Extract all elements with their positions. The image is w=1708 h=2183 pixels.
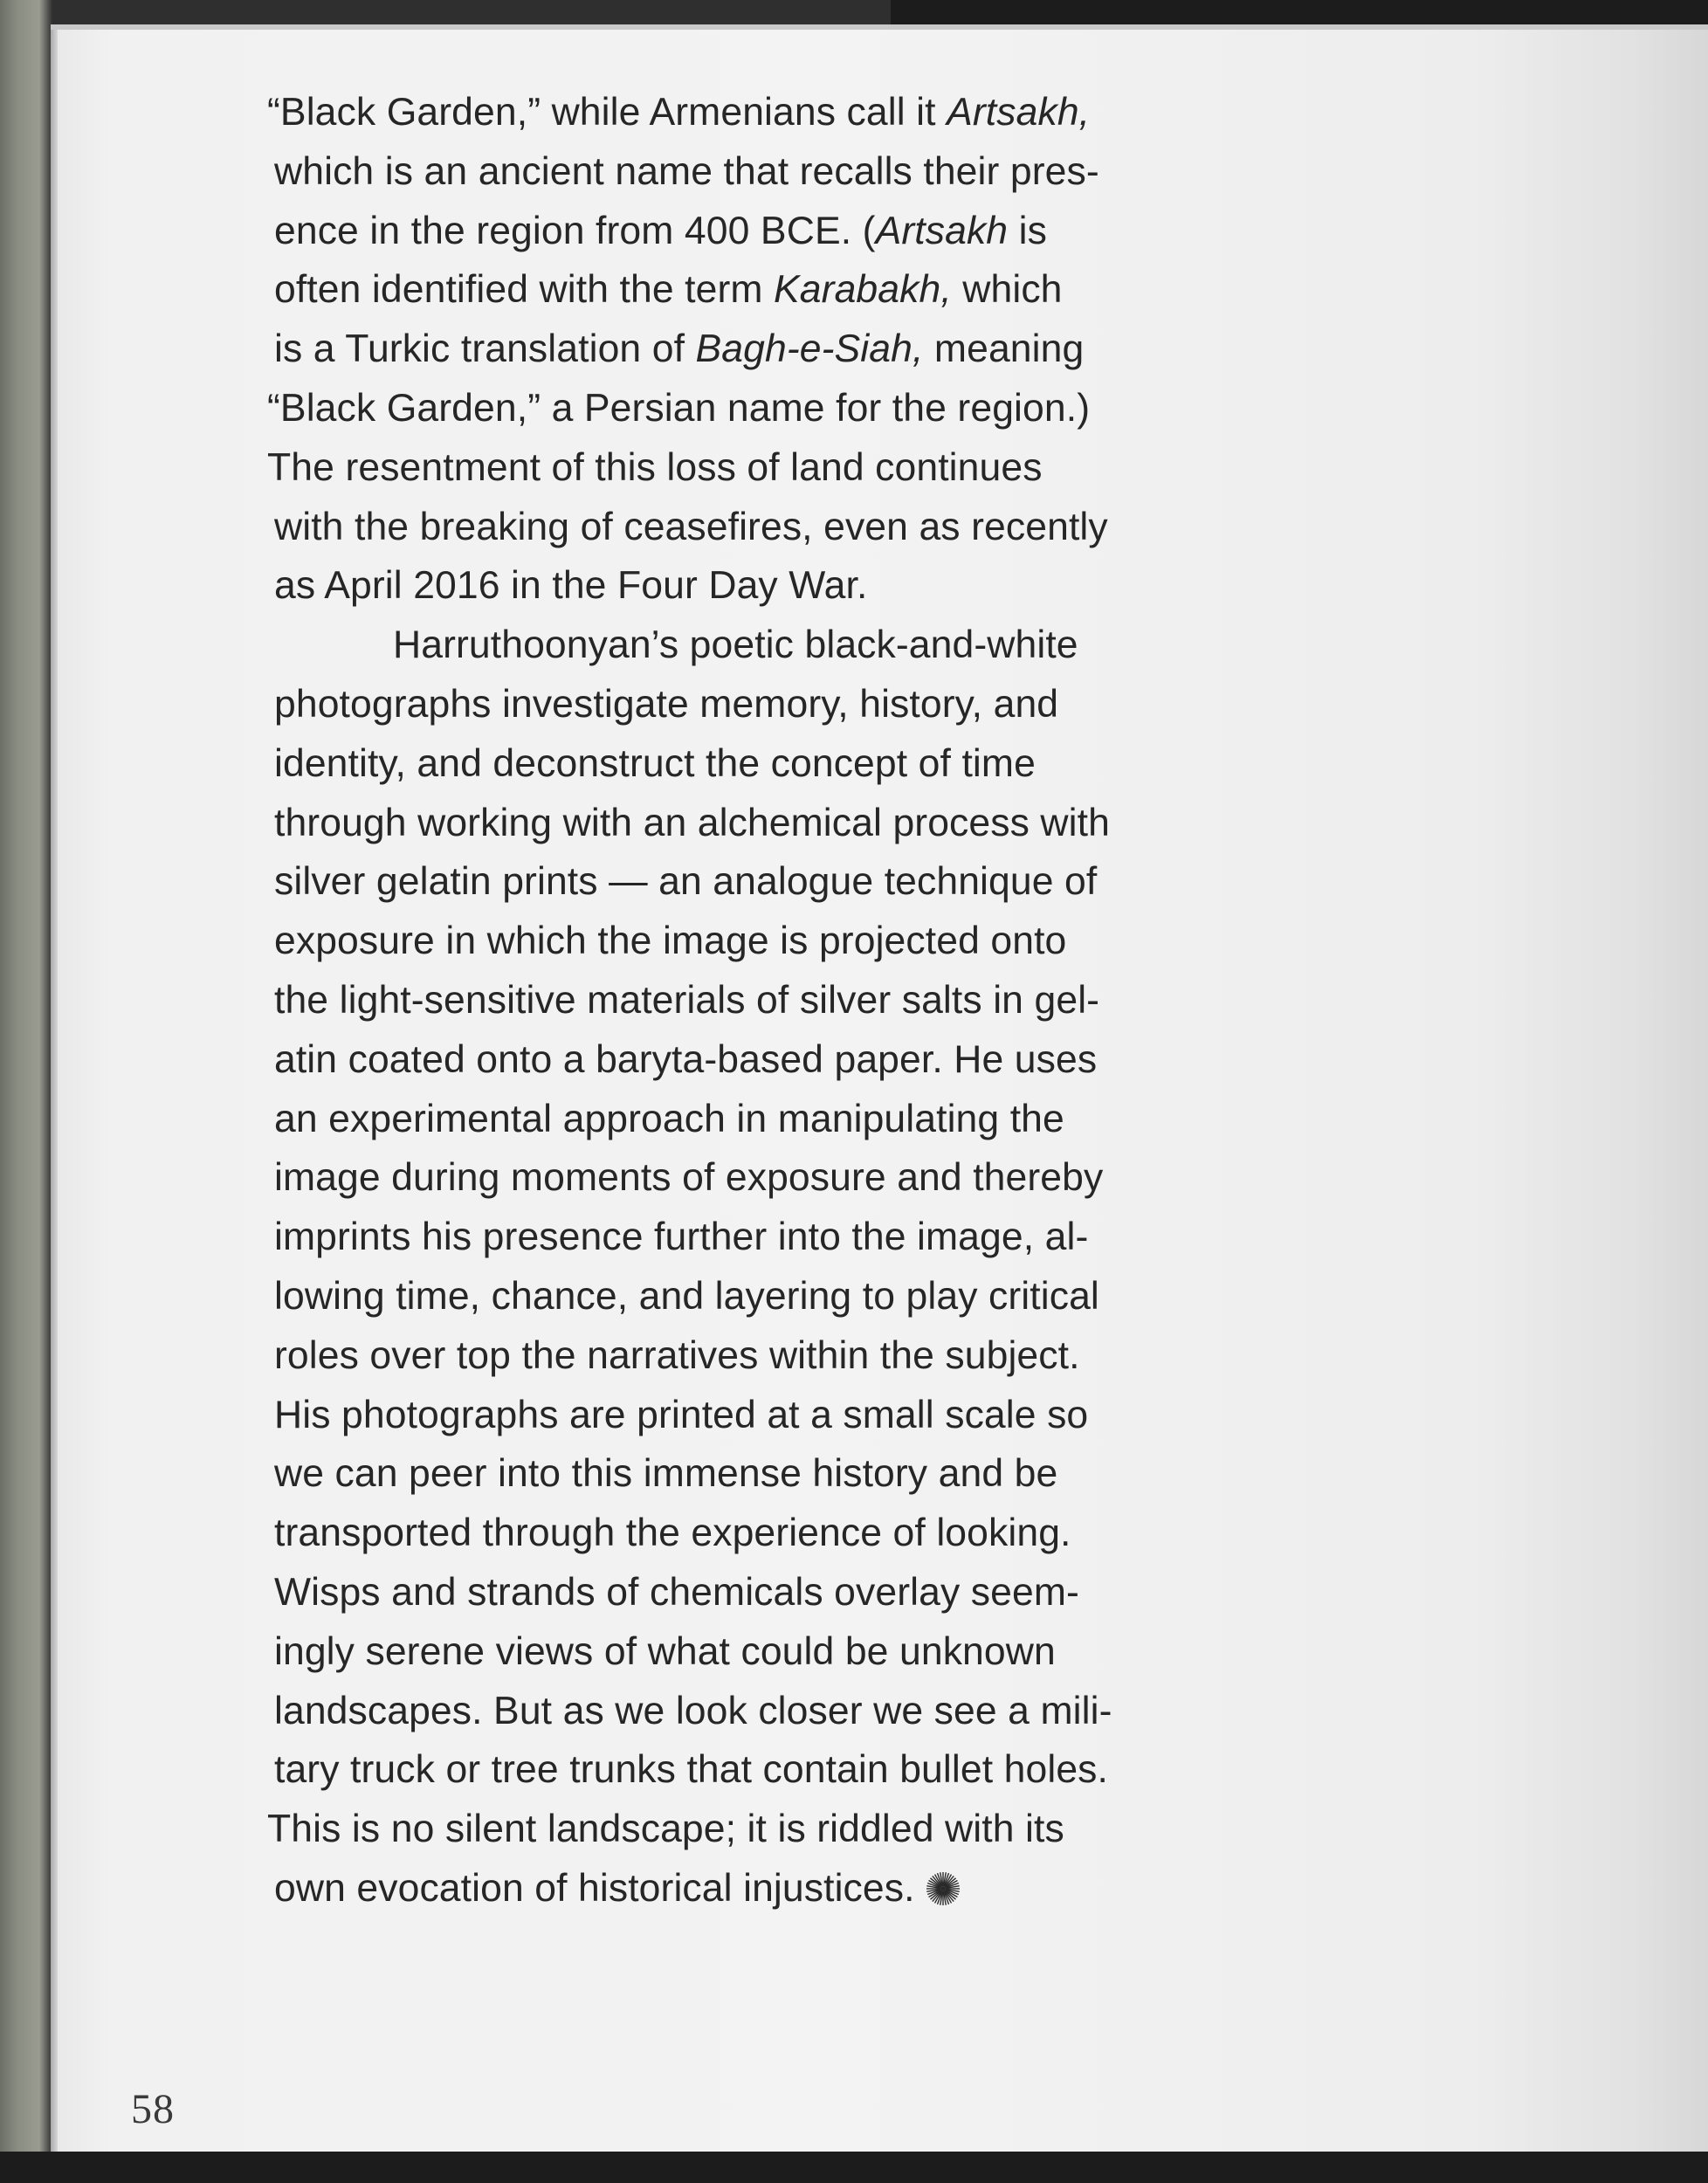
text-run: is	[1008, 209, 1047, 252]
text-line	[274, 1208, 1322, 1267]
text-line	[274, 202, 1322, 261]
text-run: often identified with the term	[274, 268, 775, 312]
text-line	[267, 438, 1322, 498]
text-run: as April 2016 in the Four Day War.	[274, 564, 868, 608]
text-line	[267, 379, 1322, 438]
text-line	[274, 1740, 1322, 1800]
text-run: photographs investigate memory, history, and	[274, 682, 1059, 726]
text-run: His photographs are printed at a small scale so	[274, 1393, 1089, 1436]
italic-term: Artsakh	[875, 209, 1009, 252]
sunburst-end-mark-icon	[926, 1871, 961, 1906]
scan-bottom-strip	[0, 2152, 1708, 2183]
text-run: ingly serene views of what could be unknown	[274, 1629, 1056, 1673]
text-line	[274, 1267, 1322, 1326]
text-run: transported through the experience of looking.	[274, 1512, 1071, 1555]
text-line	[274, 1090, 1322, 1149]
text-line	[274, 1563, 1322, 1622]
article-body	[267, 83, 1322, 1918]
text-run: Wisps and strands of chemicals overlay seem-	[274, 1570, 1079, 1614]
text-run: atin coated onto a baryta-based paper. He uses	[274, 1037, 1098, 1081]
text-line	[274, 142, 1322, 202]
text-run: is a Turkic translation of	[274, 327, 696, 371]
text-line	[267, 1800, 1322, 1859]
text-line	[274, 675, 1322, 734]
text-line	[274, 1859, 1322, 1918]
text-run: “Black Garden,” a Persian name for the region.)	[267, 386, 1091, 430]
text-line	[274, 498, 1322, 557]
text-line	[274, 1386, 1322, 1445]
text-run: This is no silent landscape; it is riddled with its	[267, 1808, 1064, 1851]
text-run: image during moments of exposure and thereby	[274, 1156, 1104, 1200]
italic-term: Karabakh,	[774, 268, 952, 312]
text-run: identity, and deconstruct the concept of time	[274, 741, 1036, 785]
text-line	[274, 260, 1322, 320]
text-line	[274, 912, 1322, 971]
italic-term: Artsakh,	[947, 91, 1091, 134]
text-line	[267, 83, 1322, 142]
text-line	[274, 1622, 1322, 1682]
text-line	[393, 616, 1322, 675]
page-edge	[51, 30, 58, 2152]
text-line	[274, 1682, 1322, 1741]
text-line	[274, 556, 1322, 616]
italic-term: Bagh-e-Siah,	[695, 327, 924, 371]
text-run: meaning	[923, 327, 1085, 371]
text-line	[274, 794, 1322, 853]
text-line	[274, 971, 1322, 1030]
text-run: which	[951, 268, 1063, 312]
text-run: we can peer into this immense history and be	[274, 1452, 1058, 1496]
text-run: lowing time, chance, and layering to play critical	[274, 1274, 1099, 1318]
text-run: own evocation of historical injustices.	[274, 1866, 915, 1910]
page-number: 58	[131, 2086, 175, 2132]
text-run: tary truck or tree trunks that contain bullet holes.	[274, 1748, 1108, 1792]
text-line	[274, 320, 1322, 379]
text-run: with the breaking of ceasefires, even as recently	[274, 505, 1108, 548]
text-line	[274, 1148, 1322, 1208]
text-line	[274, 734, 1322, 794]
text-run: ence in the region from 400 BCE. (	[274, 209, 876, 252]
text-run: which is an ancient name that recalls their pres-	[274, 149, 1099, 193]
text-run: “Black Garden,” while Armenians call it	[267, 91, 947, 134]
text-line	[274, 852, 1322, 912]
text-run: the light-sensitive materials of silver salts in gel-	[274, 978, 1100, 1022]
text-run: landscapes. But as we look closer we see a mili-	[274, 1689, 1112, 1732]
text-line	[274, 1444, 1322, 1504]
text-run: The resentment of this loss of land continues	[267, 445, 1043, 489]
text-run: roles over top the narratives within the subject.	[274, 1333, 1080, 1377]
text-run: through working with an alchemical process with	[274, 801, 1110, 844]
text-run: exposure in which the image is projected onto	[274, 919, 1067, 963]
text-run: an experimental approach in manipulating the	[274, 1097, 1064, 1140]
text-run: Harruthoonyan’s poetic black-and-white	[393, 623, 1078, 667]
text-line	[274, 1326, 1322, 1386]
text-run: silver gelatin prints — an analogue technique of	[274, 860, 1098, 904]
text-run: imprints his presence further into the image, al-	[274, 1215, 1089, 1259]
text-line	[274, 1504, 1322, 1563]
text-line	[274, 1030, 1322, 1090]
